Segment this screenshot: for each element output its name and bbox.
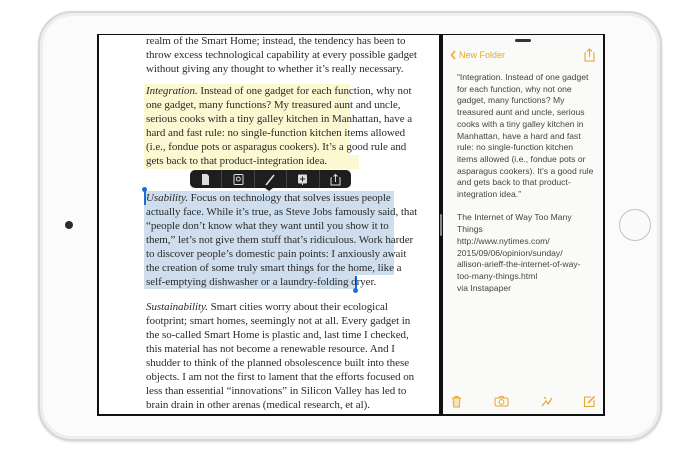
- usability-paragraph-line: [146, 262, 401, 275]
- line-text: footprint; smart homes, seemingly not at all. Every gadget in: [146, 315, 411, 327]
- note-icon: [296, 173, 309, 186]
- line-text: self-emptying dishwasher or a laundry-folding dryer.: [146, 276, 377, 288]
- sketch-icon[interactable]: [541, 395, 553, 407]
- note-line[interactable]: and gets back to that product-: [457, 177, 571, 188]
- line-text: Focus on technology that solves issues people: [187, 192, 391, 204]
- integration-paragraph-line: [146, 113, 412, 126]
- camera-icon[interactable]: [494, 395, 509, 407]
- notes-pane: [443, 35, 603, 414]
- note-line[interactable]: via Instapaper: [457, 282, 511, 293]
- divider-grip[interactable]: [440, 214, 442, 236]
- paragraph-1-line: [146, 63, 403, 76]
- sustainability-paragraph-line: [146, 385, 406, 398]
- sustainability-paragraph-line: [146, 357, 409, 370]
- usability-paragraph-line: [146, 276, 376, 289]
- integration-paragraph-line: [146, 127, 405, 140]
- paragraph-1-line: [146, 49, 417, 62]
- line-text: realm of the Smart Home; instead, the tendency has been to: [146, 35, 406, 47]
- line-text: shudder to think of the planned obsolescence built into these: [146, 357, 410, 369]
- note-line[interactable]: too-many-things.html: [457, 270, 538, 281]
- sustainability-paragraph-line: [146, 315, 410, 328]
- note-line[interactable]: 2015/09/06/opinion/sunday/: [457, 247, 563, 258]
- reader-pane: [99, 35, 439, 414]
- menu-pointer: [265, 188, 273, 191]
- sustainability-paragraph-line: [146, 371, 414, 384]
- lookup-icon: [232, 173, 245, 186]
- note-line[interactable]: “Integration. Instead of one gadget: [457, 72, 589, 82]
- note-line[interactable]: items allowed (i.e., fondue pots or: [457, 153, 586, 164]
- highlight-icon: [264, 173, 277, 186]
- usability-paragraph-line: [146, 220, 389, 233]
- usability-paragraph-line: [146, 248, 406, 261]
- paragraph-1-line: [146, 35, 406, 48]
- integration-paragraph-line: [146, 85, 411, 98]
- sustainability-paragraph-line: [146, 329, 409, 342]
- line-text: “people don’t know what they want until you show it to: [146, 220, 389, 232]
- share-icon[interactable]: [584, 48, 595, 62]
- copy-button[interactable]: [190, 170, 222, 188]
- line-text: the creation of some truly smart things for the home, like a: [146, 262, 402, 274]
- paragraph-lead: Usability.: [146, 192, 188, 204]
- home-button[interactable]: [619, 209, 651, 241]
- paragraph-lead: Sustainability.: [146, 301, 208, 313]
- camera-icon: [65, 221, 73, 229]
- paragraph-lead: Integration.: [146, 85, 198, 97]
- line-text: less than essential “innovations” in Silicon Valley has led to: [146, 385, 407, 397]
- line-text: them,” let’s not give them stuff that’s ridiculous. Work harder: [146, 234, 414, 246]
- line-text: throw excess technological capability at every possible gadget: [146, 49, 417, 61]
- note-line[interactable]: http://www.nytimes.com/: [457, 235, 550, 246]
- note-line[interactable]: cooks with a tiny galley kitchen in: [457, 118, 584, 129]
- line-text: Instead of one gadget for each function, why not: [197, 85, 412, 97]
- compose-icon[interactable]: [583, 395, 596, 408]
- sustainability-paragraph-line: [146, 343, 395, 356]
- note-line[interactable]: Things: [457, 224, 483, 235]
- note-line[interactable]: asparagus cookers). It’s a good rule: [457, 165, 594, 176]
- line-text: one gadget, many functions? My treasured aunt and uncle,: [146, 99, 401, 111]
- sustainability-paragraph-line: [146, 301, 388, 314]
- integration-paragraph-line: [146, 99, 400, 112]
- note-button[interactable]: [287, 170, 319, 188]
- note-line[interactable]: allison-arieff-the-internet-of-way-: [457, 259, 581, 270]
- line-text: (i.e., fondue pots or asparagus cookers). It’s a good rule and: [146, 141, 407, 153]
- integration-paragraph-line: [146, 141, 406, 154]
- usability-paragraph-line: [146, 206, 417, 219]
- selection-context-menu: [190, 170, 351, 188]
- note-line[interactable]: integration idea.”: [457, 189, 522, 199]
- line-text: without giving any thought to whether it’s really necessary.: [146, 63, 404, 75]
- line-text: brain drain in other arenas (medical research, et al).: [146, 399, 370, 411]
- line-text: to discover people’s domestic pain points: I anxiously await: [146, 248, 407, 260]
- lookup-button[interactable]: [222, 170, 254, 188]
- line-text: actually face. While it’s true, as Steve Jobs famously said, that: [146, 206, 418, 218]
- share-icon: [329, 173, 342, 186]
- share-button[interactable]: [320, 170, 351, 188]
- note-line[interactable]: for each function, why not one: [457, 83, 572, 94]
- note-line[interactable]: treasured aunt and uncle, serious: [457, 107, 585, 118]
- back-button[interactable]: [450, 50, 505, 60]
- trash-icon[interactable]: [451, 395, 462, 408]
- line-text: this material has not become a renewable resource. And I: [146, 343, 395, 355]
- line-text: objects. I am not the first to lament that the efforts focused on: [146, 371, 415, 383]
- back-label: New Folder: [459, 50, 506, 60]
- line-text: serious cooks with a tiny galley kitchen in Manhattan, have a: [146, 113, 413, 125]
- note-line[interactable]: Manhattan, have a hard and fast: [457, 130, 581, 141]
- note-line[interactable]: The Internet of Way Too Many: [457, 212, 572, 223]
- usability-paragraph-line: [146, 192, 391, 205]
- line-text: hard and fast rule: no single-function kitchen items allowed: [146, 127, 406, 139]
- sustainability-paragraph-line: [146, 399, 370, 412]
- usability-paragraph-line: [146, 234, 413, 247]
- integration-paragraph-line: [146, 155, 327, 168]
- line-text: gets back to that product-integration idea.: [146, 155, 328, 167]
- note-line[interactable]: gadget, many functions? My: [457, 95, 565, 106]
- line-text: Smart cities worry about their ecological: [207, 301, 388, 313]
- copy-icon: [199, 173, 212, 186]
- note-line[interactable]: rule: no single-function kitchen: [457, 142, 574, 153]
- highlight-button[interactable]: [255, 170, 287, 188]
- chevron-left-icon: [450, 50, 456, 60]
- pane-grabber[interactable]: [515, 39, 531, 42]
- screen: [97, 34, 605, 416]
- line-text: the so-called Smart Home is plastic and, last time I checked,: [146, 329, 409, 341]
